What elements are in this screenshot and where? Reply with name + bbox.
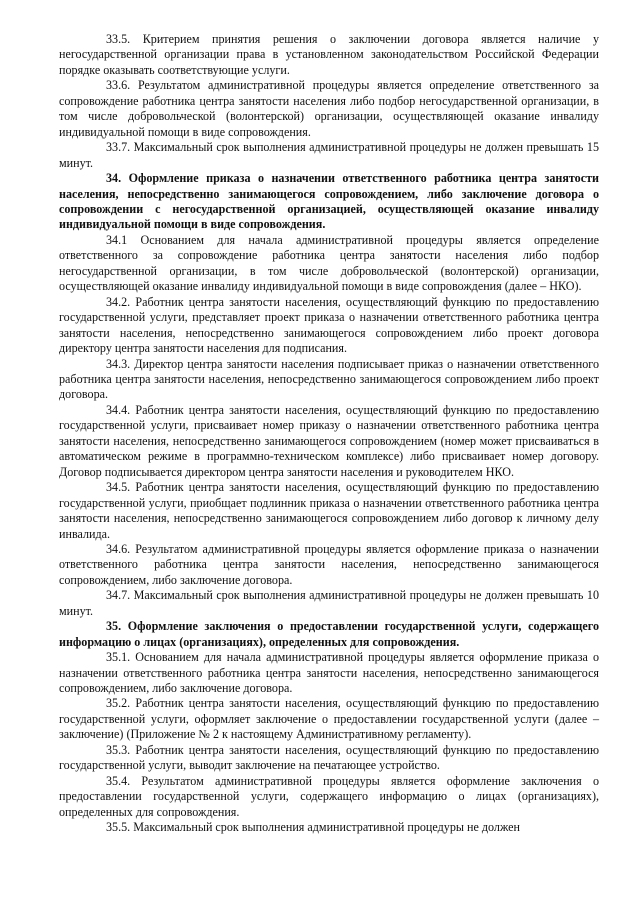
section-heading-35: 35. Оформление заключения о предоставлении государственной услуги, содержащего информацию о лицах (организациях), определенных для сопровождения.: [59, 619, 599, 649]
paragraph-34-3: 34.3. Директор центра занятости населения подписывает приказ о назначении ответственного работника центра занятости населения, непосредственно занимающегося сопровождением либо проект договора.: [59, 356, 599, 402]
paragraph-33-7: 33.7. Максимальный срок выполнения административной процедуры не должен превышать 15 минут.: [59, 140, 599, 170]
paragraph-34-6: 34.6. Результатом административной процедуры является оформление приказа о назначении ответственного работника центра занятости населения, непосредственно занимающегося сопровождением, либо заключение договора.: [59, 541, 599, 587]
document-page: [59, 32, 599, 836]
paragraph-35-4: 35.4. Результатом административной процедуры является оформление заключения о предоставлении государственной услуги, содержащего информацию о лицах (организациях), определенных для сопровождения.: [59, 773, 599, 819]
paragraph-35-5: 35.5. Максимальный срок выполнения административной процедуры не должен: [106, 820, 520, 835]
paragraph-35-3: 35.3. Работник центра занятости населения, осуществляющий функцию по предоставлению государственной услуги, выводит заключение на печатающее устройство.: [59, 742, 599, 773]
paragraph-33-5: 33.5. Критерием принятия решения о заключении договора является наличие у негосударственной организации права в установленном законодательством Российской Федерации порядке оказывать соответствующие услуги.: [59, 32, 599, 77]
paragraph-35-1: 35.1. Основанием для начала административной процедуры является оформление приказа о назначении ответственного работника центра занятости населения, непосредственно занимающегося сопровождением, либо заключение договора.: [59, 650, 599, 696]
paragraph-34-2: 34.2. Работник центра занятости населения, осуществляющий функцию по предоставлению государственной услуги, представляет проект приказа о назначении ответственного работника центра занятости населения, непосредственно занимающегося сопровождением либо проект договора директору центра занятости населения для подписания.: [59, 294, 599, 356]
paragraph-35-2: 35.2. Работник центра занятости населения, осуществляющий функцию по предоставлению государственной услуги, оформляет заключение о предоставлении государственной услуги (далее – заключение) (Приложение № 2 к настоящему Административному регламенту).: [59, 696, 599, 742]
paragraph-34-1: 34.1 Основанием для начала административной процедуры является определение ответственного за сопровождение работника центра занятости населения либо подбор негосударственной организации, в том числе добровольческой (волонтерской) организации, осуществляющей оказание инвалиду индивидуальной помощи в виде сопровождения (далее – НКО).: [59, 232, 599, 294]
section-heading-34: 34. Оформление приказа о назначении ответственного работника центра занятости населения, непосредственно занимающегося сопровождением, либо заключение договора о сопровождении с негосударственной организацией, осуществляющей оказание инвалиду индивидуальной помощи в виде сопровождения.: [59, 171, 599, 232]
paragraph-34-4: 34.4. Работник центра занятости населения, осуществляющий функцию по предоставлению государственной услуги, присваивает номер приказу о назначении ответственного работника центра занятости населения, непосредственно занимающегося сопровождением (номер может присваиваться в автоматическом режиме в программно-техническом комплексе) либо присваивает номер договору. Договор подписывается директором центра занятости населения и руководителем НКО.: [59, 402, 599, 479]
paragraph-34-7: 34.7. Максимальный срок выполнения административной процедуры не должен превышать 10 минут.: [59, 588, 599, 618]
paragraph-33-6: 33.6. Результатом административной процедуры является определение ответственного за сопровождение работника центра занятости населения либо подбор негосударственной организации, в том числе добровольческой (волонтерской) организации, осуществляющей оказание инвалиду индивидуальной помощи в виде сопровождения.: [59, 78, 599, 139]
paragraph-34-5: 34.5. Работник центра занятости населения, осуществляющий функцию по предоставлению государственной услуги, приобщает подлинник приказа о назначении ответственного работника центра занятости населения, непосредственно занимающегося сопровождением либо договор к личному делу инвалида.: [59, 480, 599, 541]
